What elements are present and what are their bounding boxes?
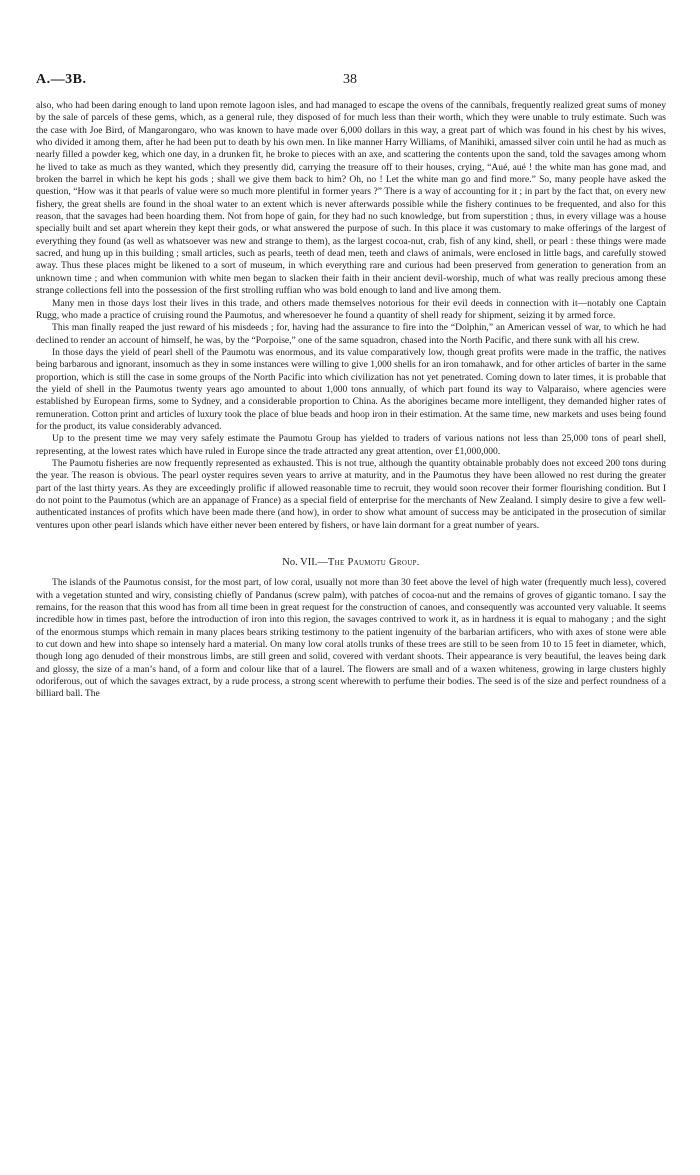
body-text [36,100,666,701]
section-number: No. VII.— [282,557,328,569]
section-heading [36,557,666,569]
page-number: 38 [343,72,357,87]
page-header [36,72,664,92]
paragraph: The Paumotu fisheries are now frequently represented as exhausted. This is not true, although the quantity obtainable probably does not exceed 200 tons during the year. The reason is obvious. The pearl oyster requires seven years to arrive at maturity, and in the Paumotus they have been allowed no rest during the greater part of the last thirty years. As they are exceedingly prolific if allowed reasonable time to recruit, they would soon recover their former flourishing condition. But I do not point to the Paumotus (which are an appanage of France) as a special field of enterprise for the merchants of New Zealand. I simply desire to give a few well-authenticated instances of profits which have been made there (and how), in order to show what amount of success may be anticipated in the prosecution of similar ventures upon other pearl islands which have either never been entered by fishers, or have lain dormant for a great number of years. [36,457,666,531]
paragraph: Up to the present time we may very safely estimate the Paumotu Group has yielded to traders of various nations not less than 25,000 tons of pearl shell, representing, at the lowest rates which have ruled in Europe since the trade attracted any great attention, over £1,000,000. [36,433,666,457]
paragraph: This man finally reaped the just reward of his misdeeds ; for, having had the assurance to fire into the “Dolphin,” an American vessel of war, to which he had declined to render an account of himself, he was, by the “Porpoise,” one of the same squadron, chased into the North Pacific, and there sunk with all his crew. [36,322,666,346]
paragraph: also, who had been daring enough to land upon remote lagoon isles, and had managed to escape the ovens of the cannibals, frequently realized great sums of money by the sale of parcels of these gems, which, as a general rule, they disposed of for much less than their worth, which they were unable to truly estimate. Such was the case with Joe Bird, of Mangarongaro, who was known to have made over 6,000 dollars in this way, a great part of which was found in his chest by his wives, who divided it among them, after he had been put to death by his own men. In like manner Harry Williams, of Manihiki, amassed silver coin until he had as much as nearly filled a powder keg, which one day, in a drunken fit, he broke to pieces with an axe, and scattering the contents upon the sand, told the savages among whom he lived to take as much as they wanted, which they presently did, carrying the treasure off to their houses, crying, “Aué, aué ! the white man has gone mad, and broken the barrel in which he kept his gods ; shall we give them back to him? Oh, no ! Let the white man go and find more.” So, many people have asked the question, “How was it that pearls of value were so much more plentiful in former years ?” There is a way of accounting for it ; in part by the fact that, on every new fishery, the great shells are found in the shoal water to an extent which is never afterwards possible while the fishery continues to be frequented, and also for this reason, that the savages had been hoarding them. Not from hope of gain, for they had no such knowledge, but from superstition ; thus, in every village was a house specially built and set apart wherein they kept their gods, or what answered the purpose of such. In this place it was customary to make offerings of the largest of everything they found (as well as whatsoever was new and strange to them), as the largest cocoa-nut, crab, fish of any kind, shell, or pearl : these things were made sacred, and hung up in this building ; small articles, such as pearls, teeth of dead men, teeth and claws of animals, were enclosed in little bags, and carefully stowed away. Thus these places might be likened to a sort of museum, in which everything rare and curious had been preserved from generation to generation from an unknown time ; and when communion with white men began to slacken their faith in their ancient devil-worship, much of what was really precious among these strange collections fell into the possession of the first strolling ruffian who was bold enough to land and live among them. [36,100,666,297]
paragraph: The islands of the Paumotus consist, for the most part, of low coral, usually not more than 30 feet above the level of high water (frequently much less), covered with a vegetation stunted and wiry, consisting chiefly of Pandanus (screw palm), with patches of cocoa-nut and the remains of groves of gigantic tomano. I say the remains, for the reason that this wood has from all time been in great request for the construction of canoes, and consequently was accounted very valuable. It seems incredible how in times past, before the introduction of iron into this region, the savages contrived to work it, as in hardness it is equal to mahogany ; and the sight of the enormous stumps which remain in many places bears striking testimony to the patient ingenuity of the barbarian artificers, who with axes of stone were able to cut down and hew into shape so intensely hard a material. On many low coral atolls trunks of these trees are still to be seen from 10 to 15 feet in diameter, which, though long ago denuded of their monstrous limbs, are still green and solid, covered with verdant shoots. Their appearance is very beautiful, the leaves being dark and glossy, the size of a man’s hand, of a form and colour like that of a laurel. The flowers are small and of a waxen whiteness, growing in large clusters highly odoriferous, out of which the savages extract, by a rude process, a strong scent wherewith to perfume their bodies. The seed is of the size and perfect roundness of a billiard ball. The [36,577,666,700]
section-title: The Paumotu Group. [327,557,420,569]
paragraph: Many men in those days lost their lives in this trade, and others made themselves notorious for their evil deeds in connection with it—notably one Captain Rugg, who made a practice of cruising round the Paumotus, and wheresoever he found a quantity of shell ready for shipment, seizing it by armed force. [36,297,666,321]
paragraph: In those days the yield of pearl shell of the Paumotu was enormous, and its value comparatively low, though great profits were made in the traffic, the natives being barbarous and ignorant, insomuch as they in some instances were willing to give 1,000 shells for an iron tomahawk, and for other articles of barter in the same proportion, which is still the case in some groups of the North Pacific into which civilization has not yet penetrated. Coming down to later times, it is probable that the yield of shell in the Paumotus twenty years ago amounted to about 1,000 tons annually, of which part found its way to Valparaiso, where agencies were established by European firms, some to Sydney, and a considerable proportion to China. As the aborigines became more intelligent, they demanded higher rates of remuneration. Cotton print and articles of luxury took the place of blue beads and hoop iron in their estimation. At the same time, new markets and uses being found for the product, its value considerably advanced. [36,346,666,432]
document-reference: A.—3B. [36,72,87,87]
